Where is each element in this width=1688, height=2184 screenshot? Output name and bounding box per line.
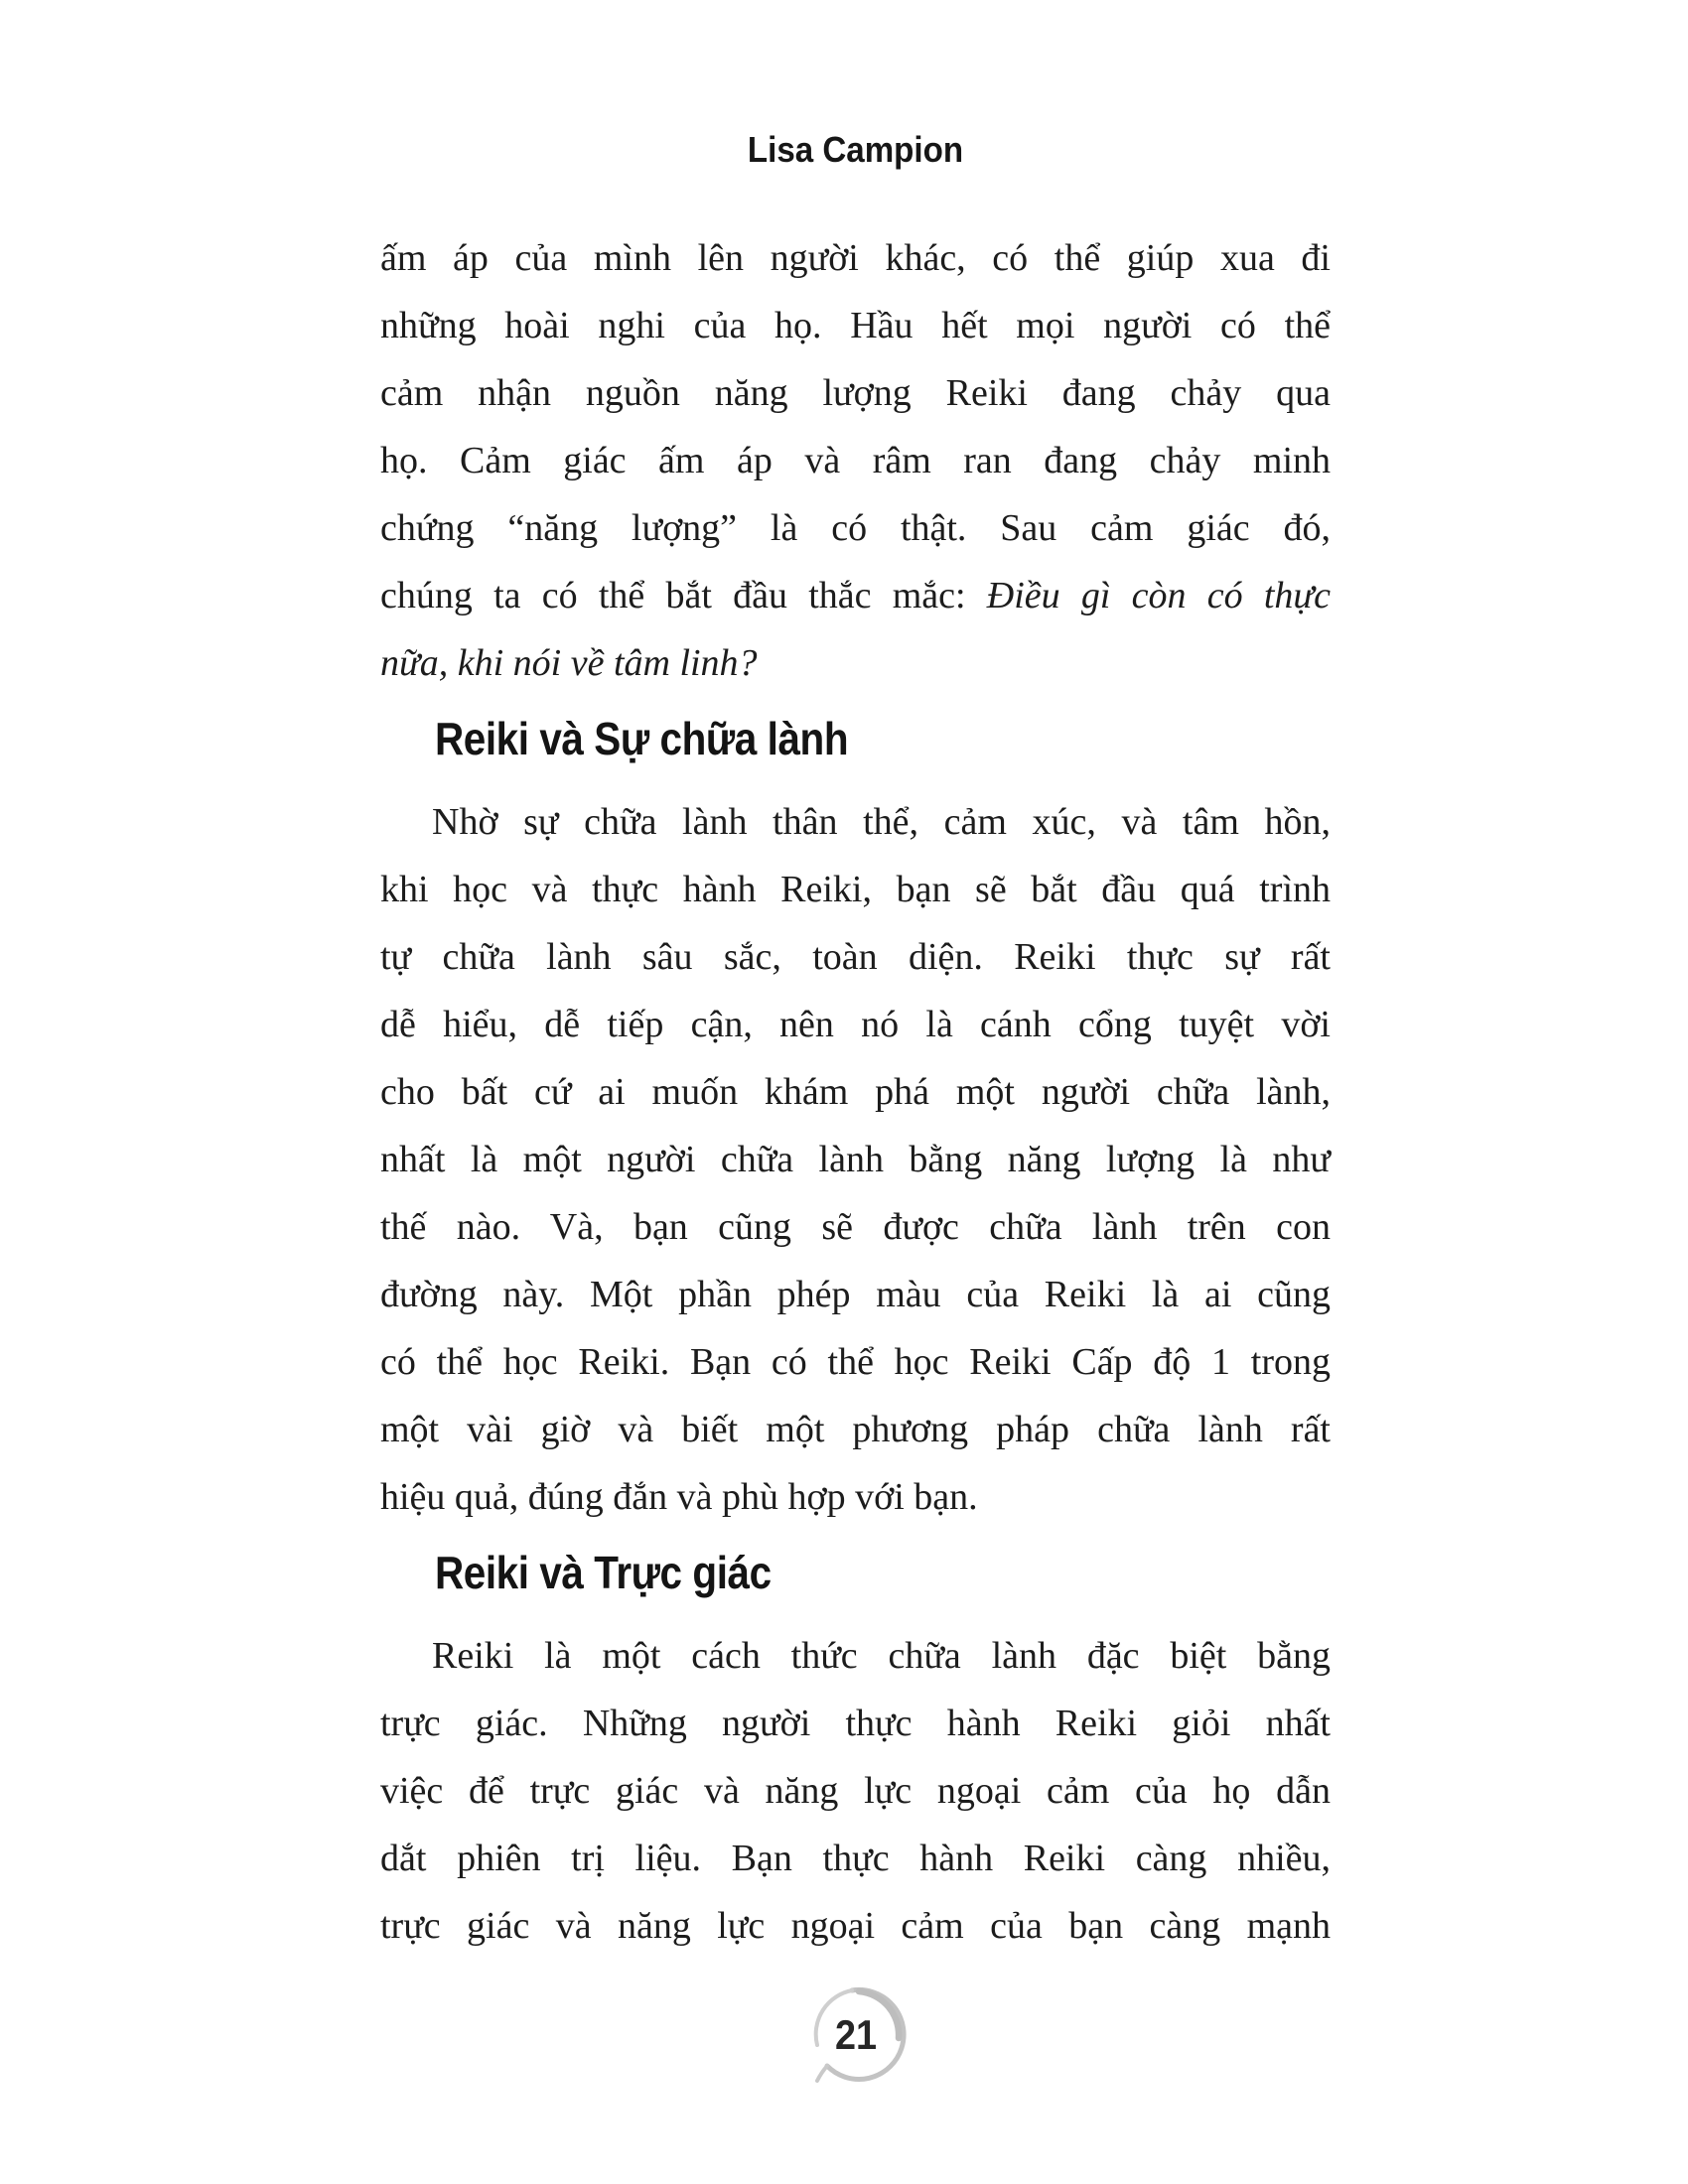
text-segment: Nhờ sự chữa lành thân thể, cảm xúc, và tâm hồn, <box>432 801 1331 843</box>
text-line <box>380 1193 1331 1261</box>
text-segment: trực giác. Những người thực hành Reiki giỏi nhất <box>380 1703 1331 1744</box>
text-line <box>380 788 1331 856</box>
italic-text-segment: Điều gì còn có thực <box>986 575 1331 616</box>
text-line <box>380 991 1331 1058</box>
text-segment: cho bất cứ ai muốn khám phá một người chữa lành, <box>380 1071 1331 1113</box>
paragraph <box>380 788 1331 1531</box>
section-heading: Reiki và Trực giác <box>435 1547 772 1598</box>
text-line <box>380 1058 1331 1126</box>
section-heading: Reiki và Sự chữa lành <box>435 713 849 764</box>
text-line <box>380 292 1331 359</box>
text-segment: những hoài nghi của họ. Hầu hết mọi người có thể <box>380 305 1331 346</box>
italic-text-segment: nữa, khi nói về tâm linh? <box>380 642 758 684</box>
text-line <box>380 427 1331 494</box>
text-segment: tự chữa lành sâu sắc, toàn diện. Reiki thực sự rất <box>380 936 1331 978</box>
text-line <box>380 494 1331 562</box>
text-line <box>380 359 1331 427</box>
text-line <box>380 1622 1331 1690</box>
text-line <box>380 224 1331 292</box>
text-segment: Reiki là một cách thức chữa lành đặc biệt bằng <box>432 1635 1331 1677</box>
text-segment: nhất là một người chữa lành bằng năng lượng là như <box>380 1139 1331 1180</box>
text-segment: dắt phiên trị liệu. Bạn thực hành Reiki càng nhiều, <box>380 1838 1331 1879</box>
text-line <box>380 629 1331 697</box>
text-segment: thế nào. Và, bạn cũng sẽ được chữa lành trên con <box>380 1206 1331 1248</box>
text-line <box>380 1892 1331 1960</box>
page-footer <box>380 1983 1331 2087</box>
text-segment: dễ hiểu, dễ tiếp cận, nên nó là cánh cổng tuyệt vời <box>380 1004 1331 1045</box>
text-segment: đường này. Một phần phép màu của Reiki là ai cũng <box>380 1274 1331 1315</box>
running-head-author: Lisa Campion <box>747 129 964 170</box>
text-line <box>380 1825 1331 1892</box>
text-segment: họ. Cảm giác ấm áp và râm ran đang chảy minh <box>380 440 1331 481</box>
paragraph <box>380 1622 1331 1960</box>
text-line <box>380 1463 1331 1531</box>
text-line <box>380 1757 1331 1825</box>
paragraph <box>380 224 1331 697</box>
text-line <box>380 923 1331 991</box>
text-segment: chúng ta có thể bắt đầu thắc mắc: <box>380 575 987 616</box>
text-segment: một vài giờ và biết một phương pháp chữa lành rất <box>380 1409 1331 1450</box>
text-segment: hiệu quả, đúng đắn và phù hợp với bạn. <box>380 1476 978 1518</box>
text-line <box>380 1261 1331 1328</box>
text-line <box>380 562 1331 629</box>
text-segment: khi học và thực hành Reiki, bạn sẽ bắt đầu quá trình <box>380 869 1331 910</box>
page-number-ornament <box>804 1983 908 2087</box>
text-segment: trực giác và năng lực ngoại cảm của bạn càng mạnh <box>380 1905 1331 1947</box>
text-segment: có thể học Reiki. Bạn có thể học Reiki Cấp độ 1 trong <box>380 1341 1331 1383</box>
body-text-block <box>380 224 1331 1960</box>
text-line <box>380 856 1331 923</box>
page-number: 21 <box>834 2011 877 2058</box>
text-segment: việc để trực giác và năng lực ngoại cảm của họ dẫn <box>380 1770 1331 1812</box>
text-line <box>380 1328 1331 1396</box>
text-line <box>380 1396 1331 1463</box>
text-segment: cảm nhận nguồn năng lượng Reiki đang chảy qua <box>380 372 1331 414</box>
text-segment: ấm áp của mình lên người khác, có thể giúp xua đi <box>380 237 1331 279</box>
text-line <box>380 1126 1331 1193</box>
text-segment: chứng “năng lượng” là có thật. Sau cảm giác đó, <box>380 507 1331 549</box>
text-line <box>380 1690 1331 1757</box>
